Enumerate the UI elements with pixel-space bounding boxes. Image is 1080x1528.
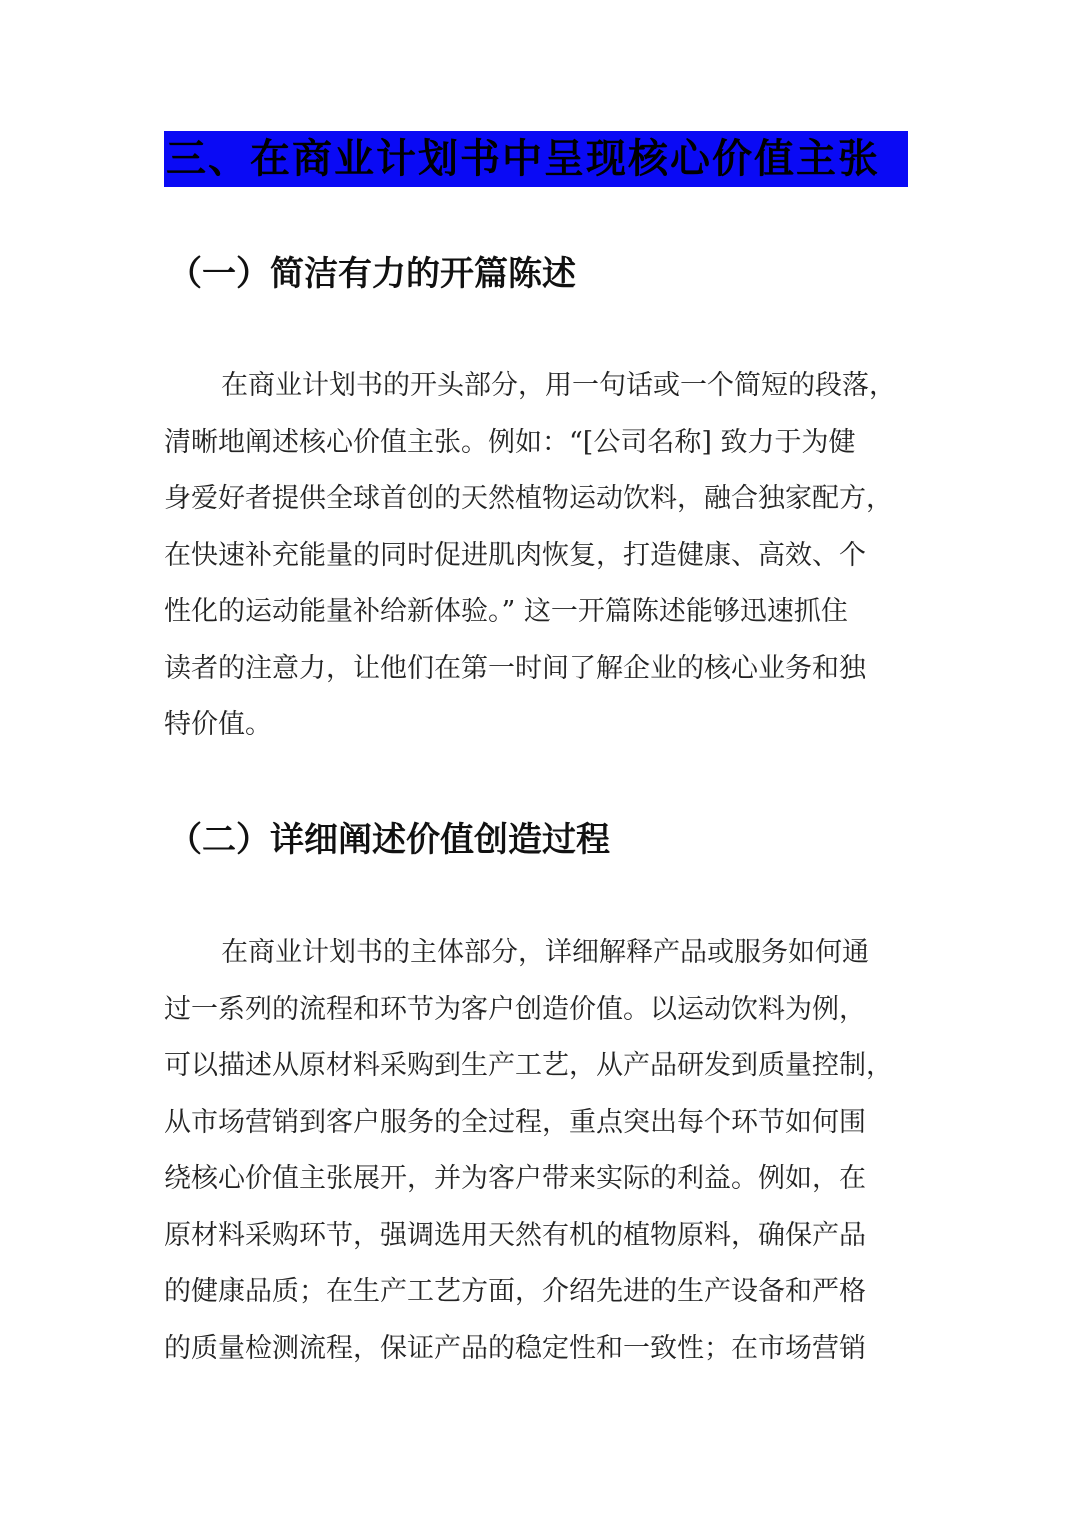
paragraph-line: 在商业计划书的主体部分，详细解释产品或服务如何通 — [221, 937, 869, 968]
paragraph-line: 在快速补充能量的同时促进肌肉恢复，打造健康、高效、个 — [164, 539, 866, 571]
paragraph-line: 读者的注意力，让他们在第一时间了解企业的核心业务和独 — [164, 652, 866, 684]
section-heading-2: （二）详细阐述价值创造过程 — [168, 820, 610, 860]
paragraph-line: 在商业计划书的开头部分，用一句话或一个简短的段落， — [221, 370, 896, 401]
paragraph-line: 特价值。 — [164, 709, 272, 740]
section-heading-1: （一）简洁有力的开篇陈述 — [168, 254, 576, 294]
paragraph-line: 可以描述从原材料采购到生产工艺，从产品研发到质量控制， — [164, 1050, 893, 1081]
section-2-paragraph — [164, 925, 944, 1377]
paragraph-line: 的健康品质；在生产工艺方面，介绍先进的生产设备和严格 — [164, 1276, 866, 1307]
paragraph-line: 绕核心价值主张展开，并为客户带来实际的利益。例如，在 — [164, 1163, 866, 1194]
paragraph-line: 性化的运动能量补给新体验。” 这一开篇陈述能够迅速抓住 — [164, 596, 848, 627]
page-title: 三、在商业计划书中呈现核心价值主张 — [164, 131, 908, 187]
paragraph-line: 的质量检测流程，保证产品的稳定性和一致性；在市场营销 — [164, 1332, 866, 1364]
paragraph-line: 原材料采购环节，强调选用天然有机的植物原料，确保产品 — [164, 1219, 866, 1251]
paragraph-line: 从市场营销到客户服务的全过程，重点突出每个环节如何围 — [164, 1106, 866, 1138]
paragraph-line: 过一系列的流程和环节为客户创造价值。以运动饮料为例， — [164, 993, 866, 1025]
section-1-paragraph — [164, 358, 944, 754]
paragraph-line: 清晰地阐述核心价值主张。例如：“[公司名称] 致力于为健 — [164, 426, 856, 458]
paragraph-line: 身爱好者提供全球首创的天然植物运动饮料，融合独家配方， — [164, 483, 893, 514]
